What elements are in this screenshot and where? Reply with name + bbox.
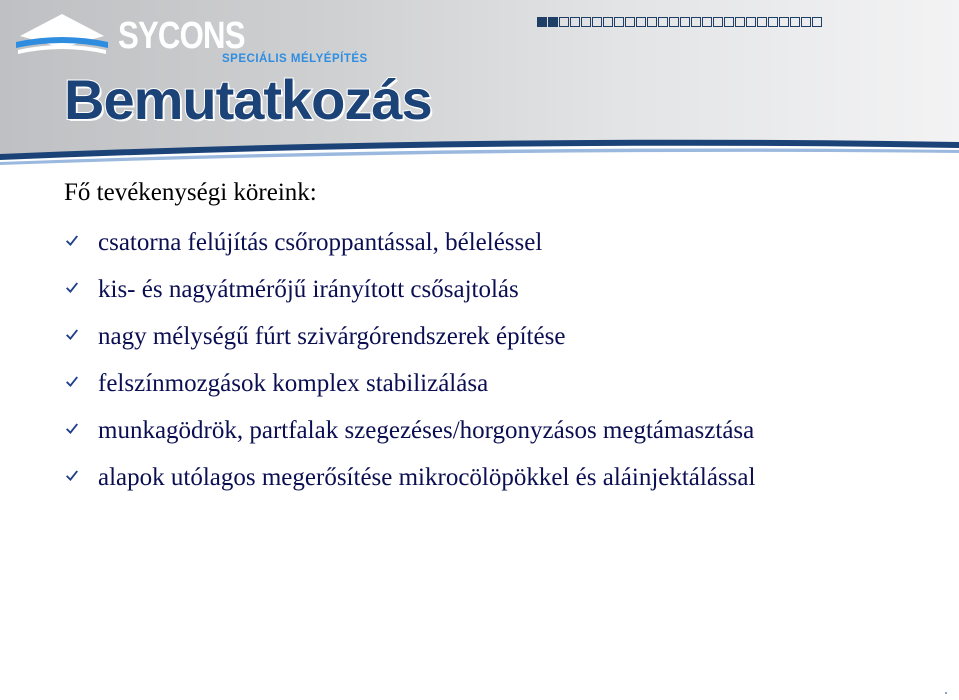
progress-square: [581, 17, 591, 27]
check-icon: [64, 421, 80, 437]
slide-header: [0, 0, 959, 172]
progress-square: [548, 17, 558, 27]
progress-squares: [537, 17, 822, 27]
list-item-text: csatorna felújítás csőroppantással, béleléssel: [98, 229, 543, 256]
progress-square: [669, 17, 679, 27]
list-item: [64, 271, 934, 309]
brand-name: SYCONS: [118, 15, 245, 57]
progress-square: [592, 17, 602, 27]
book-logo-icon: [14, 10, 110, 62]
progress-square: [625, 17, 635, 27]
progress-square: [691, 17, 701, 27]
list-item-text: felszínmozgások komplex stabilizálása: [98, 370, 489, 397]
progress-square: [801, 17, 811, 27]
progress-square: [724, 17, 734, 27]
progress-square: [713, 17, 723, 27]
progress-square: [559, 17, 569, 27]
progress-square: [757, 17, 767, 27]
list-item: [64, 318, 934, 356]
list-item: [64, 224, 934, 262]
progress-square: [790, 17, 800, 27]
progress-square: [702, 17, 712, 27]
check-icon: [64, 468, 80, 484]
progress-square: [570, 17, 580, 27]
activity-list: [64, 224, 934, 497]
list-item: [64, 365, 934, 403]
list-item: [64, 459, 934, 497]
list-item-text: alapok utólagos megerősítése mikrocölöpökkel és aláinjektálással: [98, 464, 756, 491]
page-title: Bemutatkozás: [64, 68, 432, 131]
corner-dot: [945, 692, 947, 694]
progress-square: [603, 17, 613, 27]
progress-square: [658, 17, 668, 27]
progress-square: [746, 17, 756, 27]
progress-square: [735, 17, 745, 27]
header-swoosh: [0, 134, 959, 174]
progress-square: [680, 17, 690, 27]
progress-square: [768, 17, 778, 27]
list-item: [64, 412, 934, 450]
check-icon: [64, 374, 80, 390]
check-icon: [64, 280, 80, 296]
section-heading: Fő tevékenységi köreink:: [64, 179, 317, 206]
check-icon: [64, 233, 80, 249]
progress-square: [537, 17, 547, 27]
progress-square: [812, 17, 822, 27]
progress-square: [636, 17, 646, 27]
list-item-text: munkagödrök, partfalak szegezéses/horgonyzásos megtámasztása: [98, 417, 755, 444]
brand-subtitle: SPECIÁLIS MÉLYÉPÍTÉS: [222, 53, 368, 65]
list-item-text: kis- és nagyátmérőjű irányított csősajtolás: [98, 276, 519, 303]
progress-square: [647, 17, 657, 27]
check-icon: [64, 327, 80, 343]
progress-square: [614, 17, 624, 27]
slide-body: [64, 178, 934, 506]
list-item-text: nagy mélységű fúrt szivárgórendszerek építése: [98, 323, 566, 350]
progress-square: [779, 17, 789, 27]
